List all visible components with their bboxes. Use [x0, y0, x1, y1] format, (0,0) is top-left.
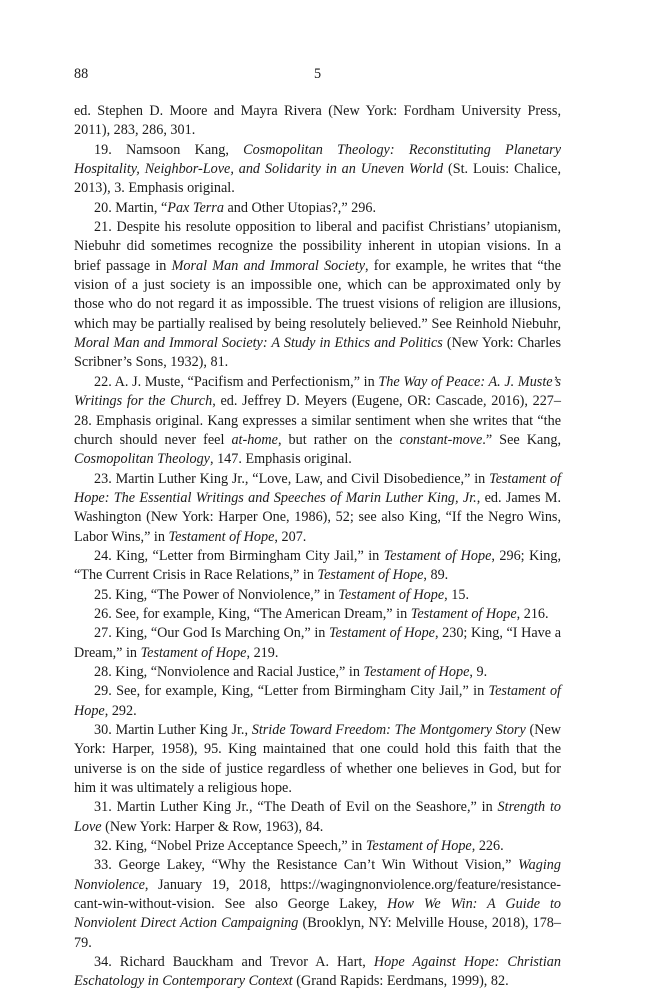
italic-title: Testament of Hope — [328, 625, 435, 642]
endnote — [74, 470, 561, 547]
endnote — [74, 856, 561, 953]
note-text: ed. Stephen D. Moore and Mayra Rivera (New York: Fordham University Press, 2011), 283, 286, 301. — [74, 103, 561, 139]
note-text: 27. King, “Our God Is Marching On,” in — [94, 625, 329, 642]
italic-title: Testament of Hope — [140, 644, 247, 661]
endnote-continuation — [74, 102, 561, 141]
running-header — [74, 66, 561, 86]
italic-title: Cosmopolitan Theology — [74, 451, 210, 468]
note-text: 28. King, “Nonviolence and Racial Justice,” in — [94, 663, 364, 680]
note-text: 31. Martin Luther King Jr., “The Death of Evil on the Seashore,” in — [94, 799, 498, 816]
endnote — [74, 218, 561, 373]
italic-title: Moral Man and Immoral Society — [171, 257, 366, 274]
endnote — [74, 373, 561, 470]
italic-title: Testament of Hope: The Essential Writings and Speeches of Marin Luther King, Jr. — [74, 470, 562, 506]
note-text: , for example, he writes that “the vision of a just society is an impossible one, which can be approximated only by those who do not regard it as impossible. The truest visions of religion are illusions, which may be partially realised by being resolutely believed.” See Reinhold Niebuhr, — [74, 257, 561, 332]
italic-title: constant-move — [399, 431, 483, 448]
italic-title: Waging Nonviolence — [74, 857, 561, 893]
note-text: 33. George Lakey, “Why the Resistance Can’t Win Without Vision,” — [94, 857, 519, 874]
page-number: 88 — [74, 66, 89, 82]
note-text: , 15. — [444, 586, 469, 603]
italic-title: Strength to Love — [74, 799, 561, 835]
italic-title: Testament of Hope — [74, 683, 561, 719]
italic-title: Testament of Hope — [363, 663, 470, 680]
note-text: (New York: Harper, 1958), 95. King maintained that one could hold this faith that the universe is on the side of justice regardless of whether one believes in God, but for him it was ultimately a religious hope. — [74, 722, 561, 797]
italic-title: The Way of Peace: A. J. Muste’s Writings for the Church — [74, 373, 561, 410]
note-text: (Brooklyn, NY: Melville House, 2018), 178–79. — [74, 915, 561, 951]
italic-title: Cosmopolitan Theology: Reconstituting Planetary Hospitality, Neighbor-Love, and Solidarity in an Uneven World — [74, 141, 561, 178]
note-text: 30. Martin Luther King Jr., — [94, 722, 252, 738]
endnote — [74, 547, 561, 586]
book-page — [74, 66, 561, 992]
note-text: (New York: Harper & Row, 1963), 84. — [101, 818, 324, 835]
note-text: , 216. — [516, 605, 549, 622]
endnote — [74, 953, 561, 992]
endnote — [74, 605, 561, 624]
note-text: , 292. — [104, 702, 137, 719]
note-text: 20. Martin, “ — [94, 199, 168, 216]
endnote — [74, 798, 561, 837]
endnote — [74, 586, 561, 605]
note-text: and Other Utopias?,” 296. — [223, 199, 377, 216]
note-text: 34. Richard Bauckham and Trevor A. Hart, — [94, 954, 374, 971]
italic-title: Testament of Hope — [365, 838, 472, 855]
note-text: , 219. — [246, 644, 279, 661]
italic-title: Testament of Hope — [168, 528, 275, 545]
note-text: (New York: Charles Scribner’s Sons, 1932), 81. — [74, 335, 561, 371]
note-text: 25. King, “The Power of Nonviolence,” in — [94, 586, 339, 603]
italic-title: Testament of Hope — [338, 586, 445, 603]
endnote — [74, 837, 561, 856]
note-text: , 226. — [471, 838, 504, 855]
note-text: 29. See, for example, King, “Letter from Birmingham City Jail,” in — [94, 683, 489, 700]
endnote — [74, 624, 561, 663]
italic-title: Testament of Hope — [317, 567, 424, 584]
chapter-number: 5 — [314, 66, 322, 82]
note-text: , 89. — [423, 567, 449, 584]
note-text: , 230; King, “I Have a Dream,” in — [74, 625, 561, 661]
endnote — [74, 682, 561, 721]
note-text: , 207. — [274, 528, 307, 545]
italic-title: at-home — [231, 431, 278, 448]
note-text: , ed. James M. Washington (New York: Harper One, 1986), 52; see also King, “If the Negro Wins, Labor Wins,” in — [74, 489, 561, 545]
italic-title: Pax Terra — [167, 199, 224, 216]
note-text: , January 19, 2018, https://wagingnonviolence.org/feature/resistance-cant-win-without-vision. See also George Lakey, — [74, 876, 561, 913]
note-text: 23. Martin Luther King Jr., “Love, Law, and Civil Disobedience,” in — [94, 470, 490, 487]
note-text: , 9. — [469, 663, 488, 680]
italic-title: How We Win: A Guide to Nonviolent Direct Action Campaigning — [74, 896, 561, 932]
note-text: , ed. Jeffrey D. Meyers (Eugene, OR: Cascade, 2016), 227–28. Emphasis original. Kang expresses a similar sentiment when she writes that “the church should never feel — [74, 393, 561, 448]
endnote — [74, 141, 561, 199]
italic-title: Testament of Hope — [410, 605, 517, 622]
italic-title: Hope Against Hope: Christian Eschatology in Contemporary Context — [74, 954, 561, 990]
note-text: , but rather on the — [277, 431, 400, 448]
note-text: (Grand Rapids: Eerdmans, 1999), 82. — [292, 973, 509, 990]
endnote — [74, 199, 561, 218]
endnote — [74, 663, 561, 682]
note-text: 21. Despite his resolute opposition to liberal and pacifist Christians’ utopianism, Niebuhr did sometimes recognize the possibility inherent in utopian visions. In a brief passage in — [74, 219, 561, 274]
italic-title: Stride Toward Freedom: The Montgomery Story — [251, 722, 526, 738]
note-text: , 296; King, “The Current Crisis in Race Relations,” in — [74, 547, 561, 584]
note-text: , 147. Emphasis original. — [209, 451, 352, 468]
note-text: (St. Louis: Chalice, 2013), 3. Emphasis original. — [74, 161, 561, 197]
note-text: 24. King, “Letter from Birmingham City Jail,” in — [94, 547, 384, 564]
endnotes-list — [74, 102, 561, 992]
note-text: 19. Namsoon Kang, — [94, 141, 244, 158]
note-text: .” See Kang, — [482, 431, 562, 448]
italic-title: Moral Man and Immoral Society: A Study in Ethics and Politics — [74, 335, 443, 352]
endnote — [74, 721, 561, 798]
note-text: 26. See, for example, King, “The American Dream,” in — [94, 605, 411, 622]
note-text: 22. A. J. Muste, “Pacifism and Perfectionism,” in — [94, 373, 379, 390]
note-text: 32. King, “Nobel Prize Acceptance Speech,” in — [94, 838, 366, 855]
italic-title: Testament of Hope — [383, 547, 492, 564]
